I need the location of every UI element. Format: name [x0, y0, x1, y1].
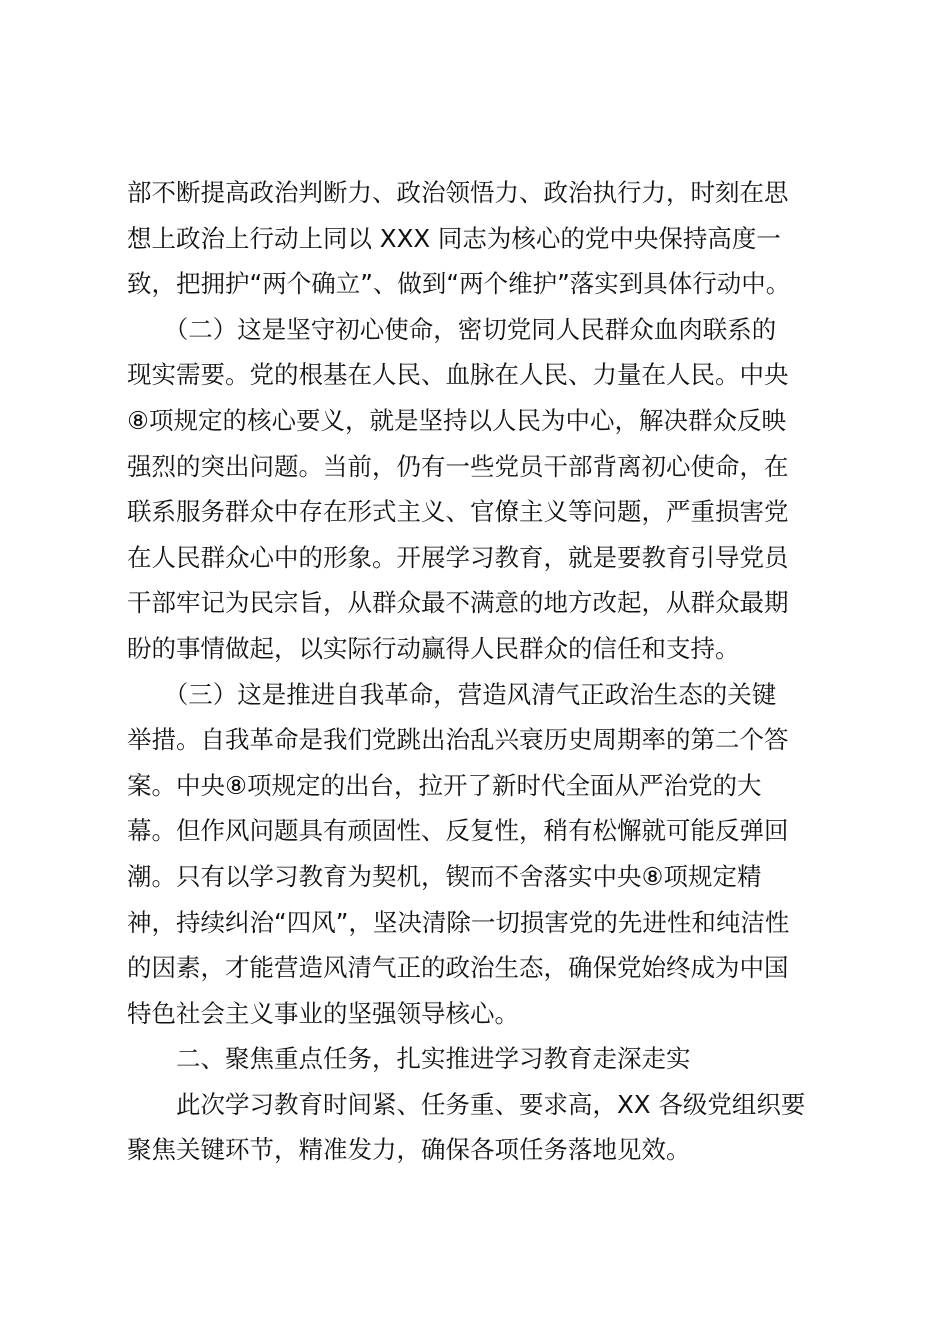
text-line: 案。中央⑧项规定的出台，拉开了新时代全面从严治党的大 [127, 770, 762, 800]
text-line: 干部牢记为民宗旨，从群众最不满意的地方改起，从群众最期 [127, 588, 789, 618]
text-line: 想上政治上行动上同以 XXX 同志为核心的党中央保持高度一 [127, 223, 781, 253]
text-line: （二）这是坚守初心使命，密切党同人民群众血肉联系的 [127, 314, 777, 344]
text-line: 幕。但作风问题具有顽固性、反复性，稍有松懈就可能反弹回 [127, 816, 789, 846]
section-heading: 二、聚焦重点任务，扎实推进学习教育走深走实 [127, 1044, 691, 1074]
document-body [127, 170, 827, 1173]
text-line: 潮。只有以学习教育为契机，锲而不舍落实中央⑧项规定精 [127, 861, 762, 891]
text-line: 此次学习教育时间紧、任务重、要求高，XX 各级党组织要 [127, 1089, 806, 1119]
text-line: 部不断提高政治判断力、政治领悟力、政治执行力，时刻在思 [127, 178, 789, 207]
text-line: 在人民群众心中的形象。开展学习教育，就是要教育引导党员 [127, 542, 789, 572]
text-line: 的因素，才能营造风清气正的政治生态，确保党始终成为中国 [127, 953, 789, 983]
text-line: 现实需要。党的根基在人民、血脉在人民、力量在人民。中央 [127, 360, 789, 390]
text-line: 神，持续纠治“四风”，坚决清除一切损害党的先进性和纯洁性 [127, 907, 790, 937]
text-line: 强烈的突出问题。当前，仍有一些党员干部背离初心使命，在 [127, 451, 789, 481]
text-line: ⑧项规定的核心要义，就是坚持以人民为中心，解决群众反映 [127, 405, 786, 435]
text-line: （三）这是推进自我革命，营造风清气正政治生态的关键 [127, 679, 777, 709]
text-line: 聚焦关键环节，精准发力，确保各项任务落地见效。 [127, 1135, 691, 1165]
text-line: 特色社会主义事业的坚强领导核心。 [127, 998, 519, 1028]
text-line: 盼的事情做起，以实际行动赢得人民群众的信任和支持。 [127, 633, 740, 663]
text-line: 联系服务群众中存在形式主义、官僚主义等问题，严重损害党 [127, 497, 789, 527]
text-line: 举措。自我革命是我们党跳出治乱兴衰历史周期率的第二个答 [127, 725, 789, 755]
text-line: 致，把拥护“两个确立”、做到“两个维护”落实到具体行动中。 [127, 269, 791, 299]
